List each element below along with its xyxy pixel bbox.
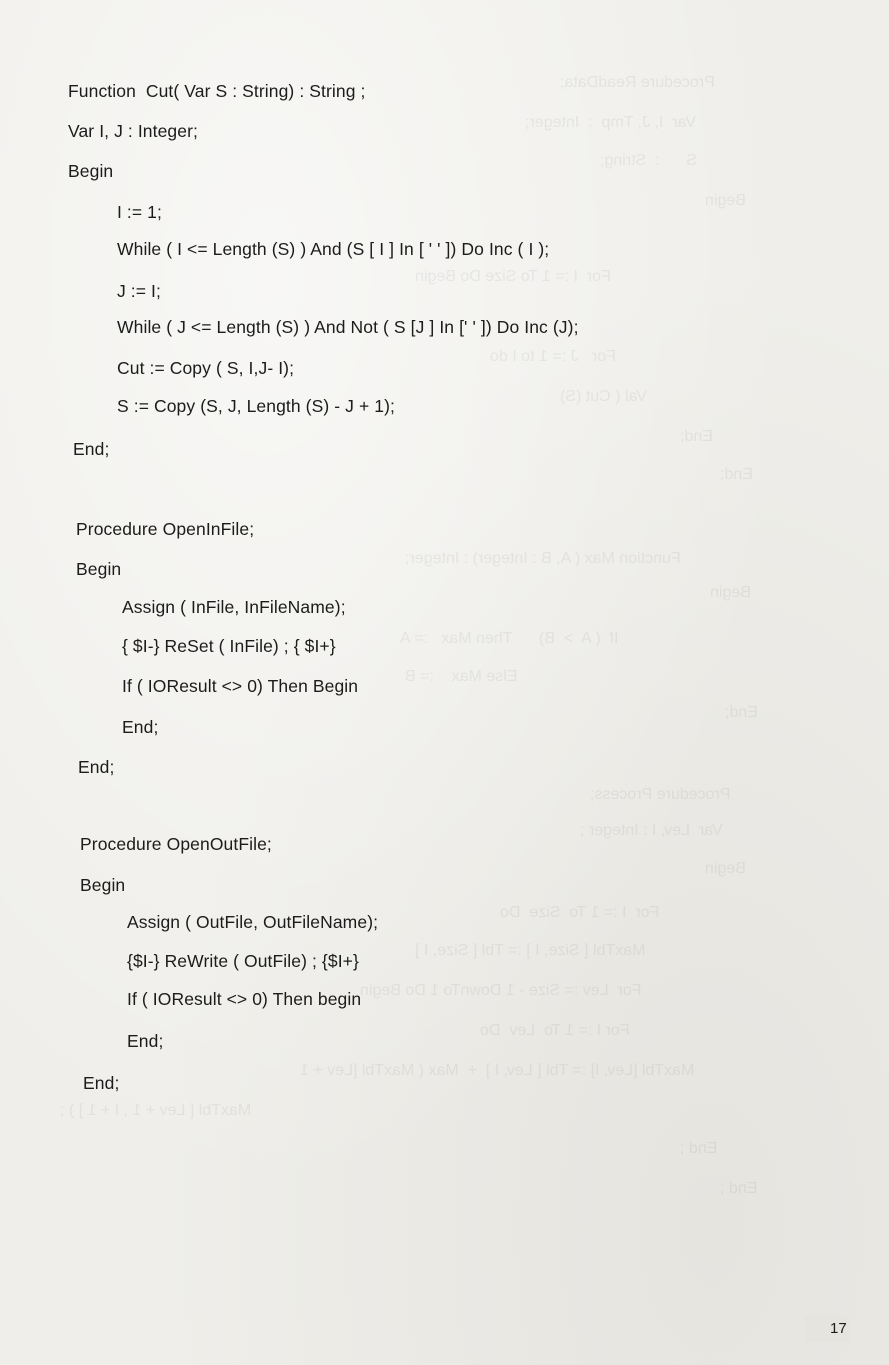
code-line-end: End; bbox=[127, 1031, 164, 1051]
code-line-cut-copy: Cut := Copy ( S, I,J- I); bbox=[117, 358, 295, 378]
code-line-end: End; bbox=[122, 717, 159, 737]
code-line-assign-infile: Assign ( InFile, InFileName); bbox=[122, 597, 346, 617]
code-line-end: End; bbox=[78, 757, 115, 777]
code-line-assign-outfile: Assign ( OutFile, OutFileName); bbox=[127, 912, 379, 932]
book-page: Procedure ReadData; Var I, J, Tmp : Integer; S : String; Begin For I := 1 To Size Do Begin For J := 1 to I do Val ( Cut (S) End; End; Function Max ( A, B : Integer) : Integer; Begin If ( A > B) Then Max := A Else Max := B End; Procedure Process; Var Lev, I : Integer ; Begin For I := 1 To Size Do MaxTbl [ Size, I ] := Tbl [ Size, I ] For Lev := Size - 1 DownTo 1 Do Begin For I := 1 To Lev Do MaxTbl [Lev, I] := Tbl [ Lev, I ] + Max ( MaxTbl [Lev + 1 MaxTbl [ Lev + 1 , I + 1 ] ) ; End ; End ; Function Cut( Var S : String) : String ; Var I, J : Integer; Begin I := 1; While ( I <= Length (S) ) And (S [ I ] In [ ' ' ]) Do Inc ( I ); J := I; While ( J <= Length (S) ) And Not ( S [J ] In [' ' ]) Do Inc (J); Cut := Copy ( S, I,J- I); S := Copy (S, J, Length (S) - J + 1); End; Procedure OpenInFile; Begin Assign ( InFile, InFileName); { $I-} ReSet ( InFile) ; { $I+} If ( IOResult <> 0) Then Begin End; End; Procedure OpenOutFile; Begin Assign ( OutFile, OutFileName); {$I-} ReWrite ( OutFile) ; {$I+} If ( IOResult <> 0) Then begin End; End; 17 bbox=[0, 0, 889, 1365]
code-line-if-ioresult: If ( IOResult <> 0) Then begin bbox=[127, 989, 362, 1009]
code-line-if-ioresult: If ( IOResult <> 0) Then Begin bbox=[122, 676, 359, 696]
code-line-function-cut: Function Cut( Var S : String) : String ; bbox=[68, 81, 366, 101]
code-line-begin: Begin bbox=[76, 559, 122, 579]
page-number: 17 bbox=[830, 1320, 847, 1337]
code-line-end: End; bbox=[73, 439, 110, 459]
code-line-while-j: While ( J <= Length (S) ) And Not ( S [J ] In [' ' ]) Do Inc (J); bbox=[117, 317, 579, 337]
code-line-begin: Begin bbox=[80, 875, 126, 895]
code-line-begin: Begin bbox=[68, 161, 114, 181]
code-line-reset-infile: { $I-} ReSet ( InFile) ; { $I+} bbox=[122, 636, 336, 656]
code-line-var-declaration: Var I, J : Integer; bbox=[68, 121, 198, 141]
code-line-procedure-openinfile: Procedure OpenInFile; bbox=[76, 519, 255, 539]
code-line-s-copy: S := Copy (S, J, Length (S) - J + 1); bbox=[117, 396, 395, 416]
code-line-assign-i: I := 1; bbox=[117, 202, 162, 222]
code-line-end: End; bbox=[83, 1073, 120, 1093]
code-line-assign-j: J := I; bbox=[117, 281, 161, 301]
code-line-rewrite-outfile: {$I-} ReWrite ( OutFile) ; {$I+} bbox=[127, 951, 359, 971]
code-line-procedure-openoutfile: Procedure OpenOutFile; bbox=[80, 834, 272, 854]
code-line-while-i: While ( I <= Length (S) ) And (S [ I ] In [ ' ' ]) Do Inc ( I ); bbox=[117, 239, 550, 259]
